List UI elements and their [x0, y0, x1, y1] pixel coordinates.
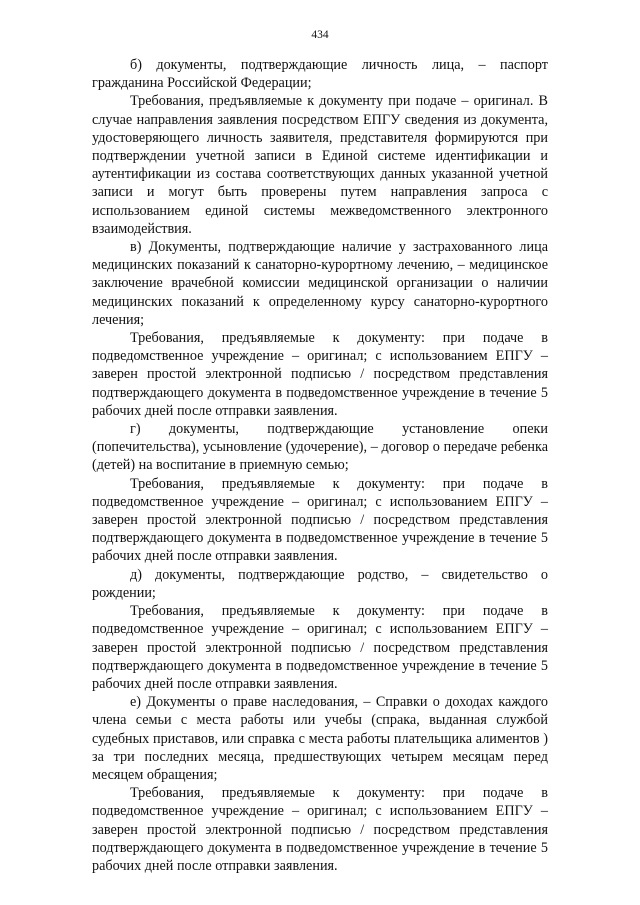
paragraph-b-requirements: Требования, предъявляемые к документу при подаче – оригинал. В случае направления заявления посредством ЕПГУ сведения из документа, удостоверяющего личность заявителя, представителя формируются при подтверждении учетной записи в Единой системе идентификации и аутентификации из состава соответствующих данных указанной учетной записи и могут быть проверены путем направления запроса с использованием единой системы межведомственного электронного взаимодействия. [92, 93, 548, 237]
paragraph-d-requirements: Требования, предъявляемые к документу: при подаче в подведомственное учреждение – оригинал; с использованием ЕПГУ – заверен простой электронной подписью / посредством представления подтверждающего документа в подведомственное учреждение в течение 5 рабочих дней после отправки заявления. [92, 603, 548, 692]
page-number: 434 [311, 29, 329, 41]
paragraph-g-requirements: Требования, предъявляемые к документу: при подаче в подведомственное учреждение – оригинал; с использованием ЕПГУ – заверен простой электронной подписью / посредством представления подтверждающего документа в подведомственное учреждение в течение 5 рабочих дней после отправки заявления. [92, 475, 548, 565]
paragraph-b-identity-docs: б) документы, подтверждающие личность лица, – паспорт гражданина Российской Федерации; [92, 57, 548, 92]
paragraph-e-inheritance-docs: е) Документы о праве наследования, – Справки о доходах каждого члена семьи с места работы или учебы (спрака, выданная службой судебных приставов, или справка с места работы плательщика алиментов ) за три последних месяца, предшествующих четырем месяцам перед месяцем обращения; [92, 694, 548, 783]
paragraph-g-guardianship-docs: г) документы, подтверждающие установление опеки (попечительства), усыновление (удочерение), – договор о передаче ребенка (детей) на воспитание в приемную семью; [92, 421, 548, 474]
paragraph-v-medical-docs: в) Документы, подтверждающие наличие у застрахованного лица медицинских показаний к санаторно-курортному лечению, – медицинское заключение врачебной комиссии медицинской организации о наличии медицинских показаний к определенному курсу санаторно-курортного лечения; [92, 239, 548, 328]
paragraph-v-requirements: Требования, предъявляемые к документу: при подаче в подведомственное учреждение – оригинал; с использованием ЕПГУ – заверен простой электронной подписью / посредством представления подтверждающего документа в подведомственное учреждение в течение 5 рабочих дней после отправки заявления. [92, 330, 548, 419]
paragraph-d-kinship-docs: д) документы, подтверждающие родство, – свидетельство о рождении; [92, 566, 548, 601]
paragraph-e-requirements: Требования, предъявляемые к документу: при подаче в подведомственное учреждение – оригинал; с использованием ЕПГУ – заверен простой электронной подписью / посредством представления подтверждающего документа в подведомственное учреждение в течение 5 рабочих дней после отправки заявления. [92, 785, 548, 874]
document-body [92, 56, 548, 875]
